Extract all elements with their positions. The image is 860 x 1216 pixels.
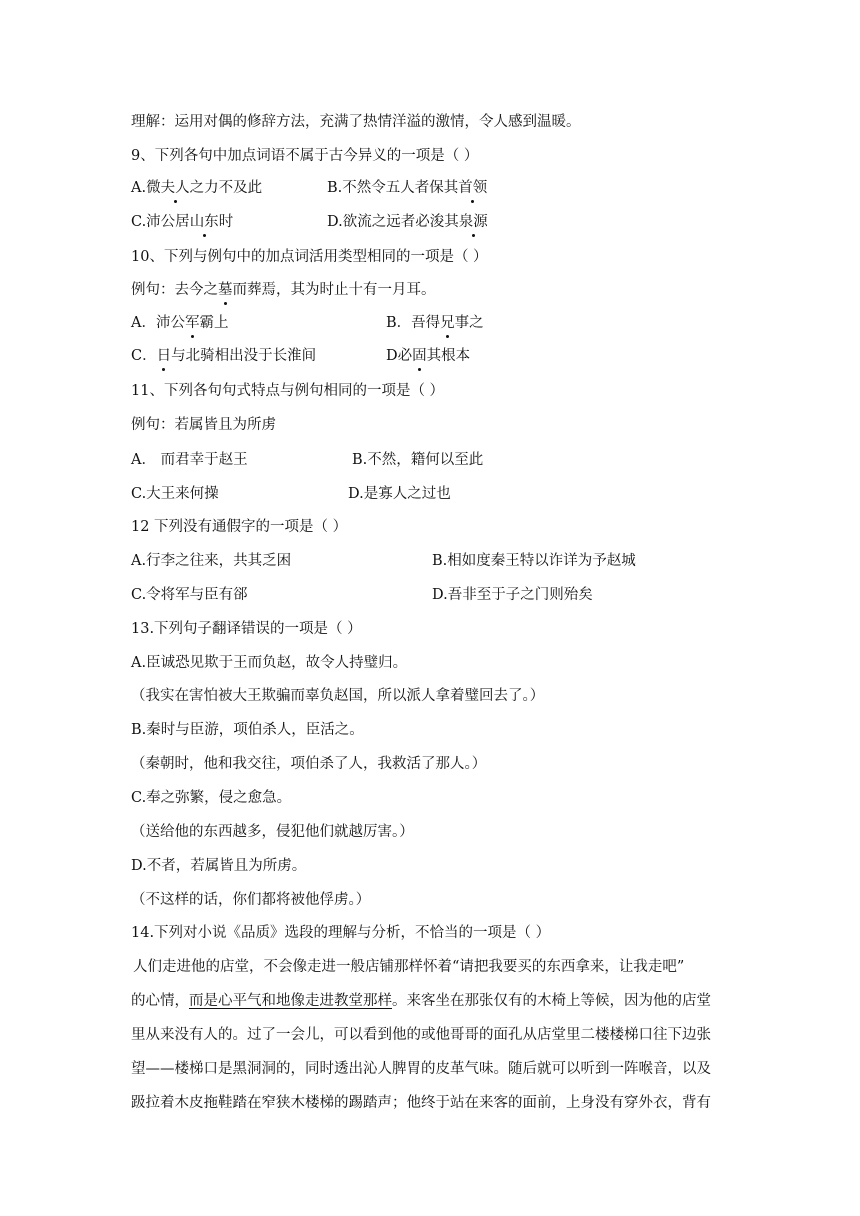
option-9b: B.不然令五人者保其首领 <box>327 180 488 196</box>
passage-line: 人们走进他的店堂，不会像走进一般店铺那样怀着“请把我要买的东西拿来，让我走吧” <box>133 959 685 975</box>
option-11d: D.是寡人之过也 <box>348 486 451 502</box>
option-13a: A.臣诚恐见欺于王而负赵，故令人持璧归。 <box>131 655 408 671</box>
dotted-word: 首领 <box>458 180 488 196</box>
question-13: 13.下列句子翻译错误的一项是（ ） <box>131 621 362 637</box>
translation-13b: （秦朝时，他和我交往，项伯杀了人，我救活了那人。） <box>131 756 487 772</box>
text-line: 理解：运用对偶的修辞方法，充满了热情洋溢的激情，令人感到温暖。 <box>131 114 581 130</box>
dotted-word: 夫人 <box>160 180 190 196</box>
option-11a: A． 而君幸于赵王 <box>131 452 248 468</box>
question-10: 10、下列与例句中的加点词活用类型相同的一项是（ ） <box>131 249 488 265</box>
question-14: 14.下列对小说《品质》选段的理解与分析，不恰当的一项是（ ） <box>131 925 551 941</box>
question-12: 12 下列没有通假字的一项是（ ） <box>131 519 348 535</box>
dotted-word: 固 <box>412 348 427 364</box>
dotted-word: 日 <box>156 348 172 364</box>
option-12c: C.令将军与臣有郤 <box>131 587 248 603</box>
dotted-word: 军 <box>184 315 200 331</box>
option-11c: C.大王来何操 <box>131 486 219 502</box>
translation-13a: （我实在害怕被大王欺骗而辜负赵国，所以派人拿着璧回去了。） <box>131 688 545 704</box>
underlined-phrase: 而是心平气和地像走进教堂那样 <box>189 993 392 1009</box>
dotted-word: 墓 <box>218 282 233 298</box>
option-12b: B.相如度秦王特以诈详为予赵城 <box>432 553 636 569</box>
question-11: 11、下列各句句式特点与例句相同的一项是（ ） <box>131 383 445 399</box>
option-13b: B.秦时与臣游，项伯杀人，臣活之。 <box>131 722 364 738</box>
option-9a: A.微夫人之力不及此 <box>131 180 263 196</box>
option-13c: C.奉之弥繁，侵之愈急。 <box>131 790 292 806</box>
option-13d: D.不者，若属皆且为所虏。 <box>131 858 307 874</box>
passage-line: 的心情，而是心平气和地像走进教堂那样。来客坐在那张仅有的木椅上等候，因为他的店堂 <box>131 993 711 1009</box>
option-9d: D.欲流之远者必浚其泉源 <box>327 214 488 230</box>
question-9: 9、下列各句中加点词语不属于古今异义的一项是（ ） <box>131 148 479 164</box>
option-10b: B．吾得兄事之 <box>386 315 484 331</box>
dotted-word: 泉源 <box>458 214 488 230</box>
option-12a: A.行李之往来，共其乏困 <box>131 553 292 569</box>
translation-13d: （不这样的话，你们都将被他俘虏。） <box>131 892 371 908</box>
option-10c: C．日与北骑相出没于长淮间 <box>131 348 317 364</box>
passage-line: 趿拉着木皮拖鞋踏在窄狭木楼梯的踢踏声；他终于站在来客的面前，上身没有穿外衣，背有 <box>131 1095 711 1111</box>
option-11b: B.不然，籍何以至此 <box>352 452 484 468</box>
dotted-word: 山东 <box>189 214 219 230</box>
option-10d: D必固其根本 <box>386 348 471 364</box>
passage-line: 里从来没有人的。过了一会儿，可以看到他的或他哥哥的面孔从店堂里二楼楼梯口往下边张 <box>131 1027 711 1043</box>
dotted-word: 兄 <box>440 315 455 331</box>
option-12d: D.吾非至于子之门则殆矣 <box>432 587 593 603</box>
passage-line: 望——楼梯口是黑洞洞的，同时透出沁人脾胃的皮革气味。随后就可以听到一阵喉音，以及 <box>131 1061 711 1077</box>
translation-13c: （送给他的东西越多，侵犯他们就越厉害。） <box>131 824 414 840</box>
option-9c: C.沛公居山东时 <box>131 214 234 230</box>
option-10a: A．沛公军霸上 <box>131 315 229 331</box>
example-10: 例句：去今之墓而葬焉，其为时止十有一月耳。 <box>131 282 436 298</box>
example-11: 例句：若属皆且为所虏 <box>131 417 276 433</box>
